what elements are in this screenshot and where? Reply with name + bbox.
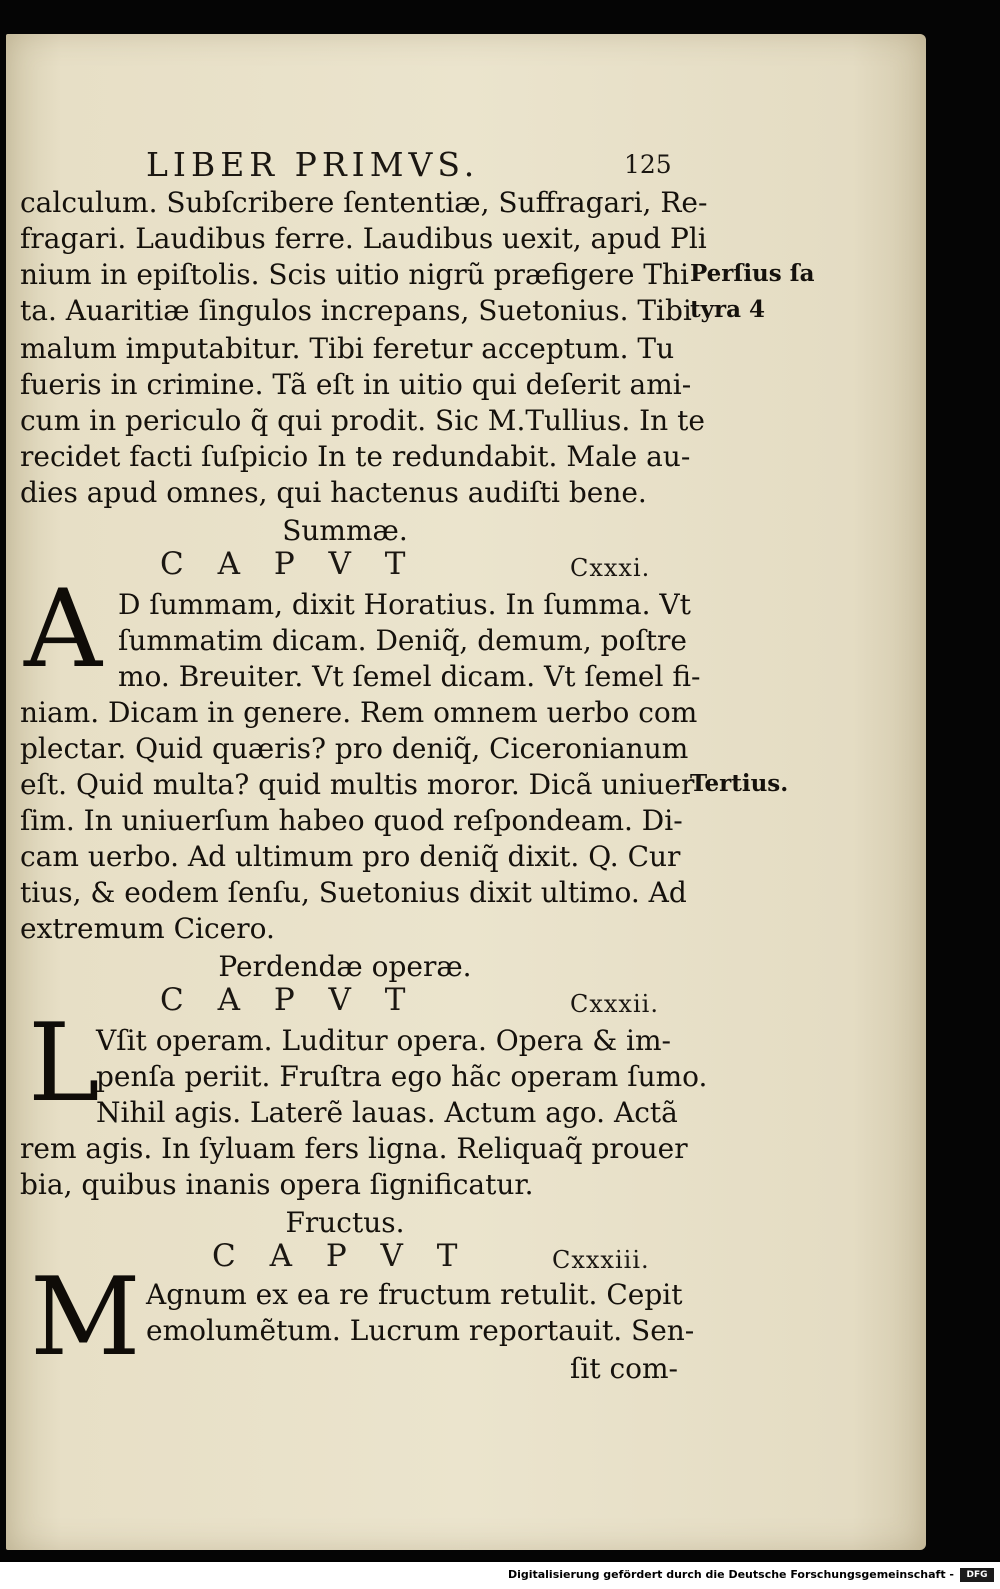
footer-credit: Digitalisierung gefördert durch die Deutsche Forschungsgemeinschaft -: [507, 1568, 954, 1581]
chapter-number: Cxxxiii.: [552, 1246, 650, 1274]
margin-note: Perſius ſa: [690, 260, 815, 287]
text-line: ſummatim dicam. Deniq̃, demum, poſtre: [118, 624, 687, 657]
text-line: fueris in crimine. Tã eſt in uitio qui deſerit ami-: [20, 368, 692, 401]
text-line: Nihil agis. Laterẽ lauas. Actum ago. Actã: [96, 1096, 678, 1129]
caput-heading: C A P V T: [160, 982, 418, 1018]
text-line: rem agis. In ſyluam fers ligna. Reliquaq̃ prouer: [20, 1132, 688, 1165]
text-line: recidet facti ſuſpicio In te redundabit. Male au-: [20, 440, 691, 473]
caput-heading: C A P V T: [212, 1238, 470, 1274]
text-line: plectar. Quid quæris? pro deniq̃, Ciceronianum: [20, 732, 689, 765]
text-line: extremum Cicero.: [20, 912, 275, 945]
dfg-logo: DFG: [960, 1568, 994, 1582]
chapter-number: Cxxxii.: [570, 990, 659, 1018]
margin-note: tyra 4: [690, 296, 766, 323]
text-line: ſim. In uniuerſum habeo quod reſpondeam. Di-: [20, 804, 683, 837]
text-line: ta. Auaritiæ ſingulos increpans, Suetonius. Tibi: [20, 294, 692, 327]
text-line: D ſummam, dixit Horatius. In ſumma. Vt: [118, 588, 691, 621]
text-line: nium in epiſtolis. Scis uitio nigrũ præfigere Thi: [20, 258, 689, 291]
text-line: cam uerbo. Ad ultimum pro deniq̃ dixit. Q. Cur: [20, 840, 681, 873]
section-title: Perdendæ operæ.: [218, 950, 472, 983]
caput-heading: C A P V T: [160, 546, 418, 582]
text-line: bia, quibus inanis opera ſignificatur.: [20, 1168, 534, 1201]
text-line: Agnum ex ea re fructum retulit. Cepit: [146, 1278, 683, 1311]
running-head: LIBER PRIMVS.: [146, 145, 480, 184]
margin-note: Tertius.: [690, 770, 789, 797]
page-number: 125: [624, 150, 672, 179]
text-line: ſit com-: [570, 1352, 679, 1385]
text-line: tius, & eodem ſenſu, Suetonius dixit ultimo. Ad: [20, 876, 687, 909]
text-line: Vſit operam. Luditur opera. Opera & im-: [96, 1024, 671, 1057]
section-title: Summæ.: [282, 514, 408, 547]
text-line: eſt. Quid multa? quid multis moror. Dicã uniuer: [20, 768, 695, 801]
text-line: niam. Dicam in genere. Rem omnem uerbo com: [20, 696, 698, 729]
section-title: Fructus.: [285, 1206, 405, 1239]
text-line: dies apud omnes, qui hactenus audiſti bene.: [20, 476, 647, 509]
text-line: malum imputabitur. Tibi feretur acceptum. Tu: [20, 332, 675, 365]
text-line: penſa periit. Fruſtra ego hãc operam ſumo.: [96, 1060, 708, 1093]
drop-cap: A: [24, 567, 102, 692]
text-line: cum in periculo q̃ qui prodit. Sic M.Tullius. In te: [20, 404, 705, 437]
text-line: calculum. Subſcribere ſententiæ, Suffragari, Re-: [20, 186, 708, 219]
drop-cap: L: [28, 1001, 100, 1126]
text-line: emolumẽtum. Lucrum reportauit. Sen-: [146, 1314, 695, 1347]
chapter-number: Cxxxi.: [570, 554, 651, 582]
text-line: fragari. Laudibus ferre. Laudibus uexit, apud Pli: [20, 222, 707, 255]
text-line: mo. Breuiter. Vt ſemel dicam. Vt ſemel fi-: [118, 660, 701, 693]
drop-cap: M: [30, 1255, 141, 1380]
footer-bar: [0, 1562, 1000, 1589]
